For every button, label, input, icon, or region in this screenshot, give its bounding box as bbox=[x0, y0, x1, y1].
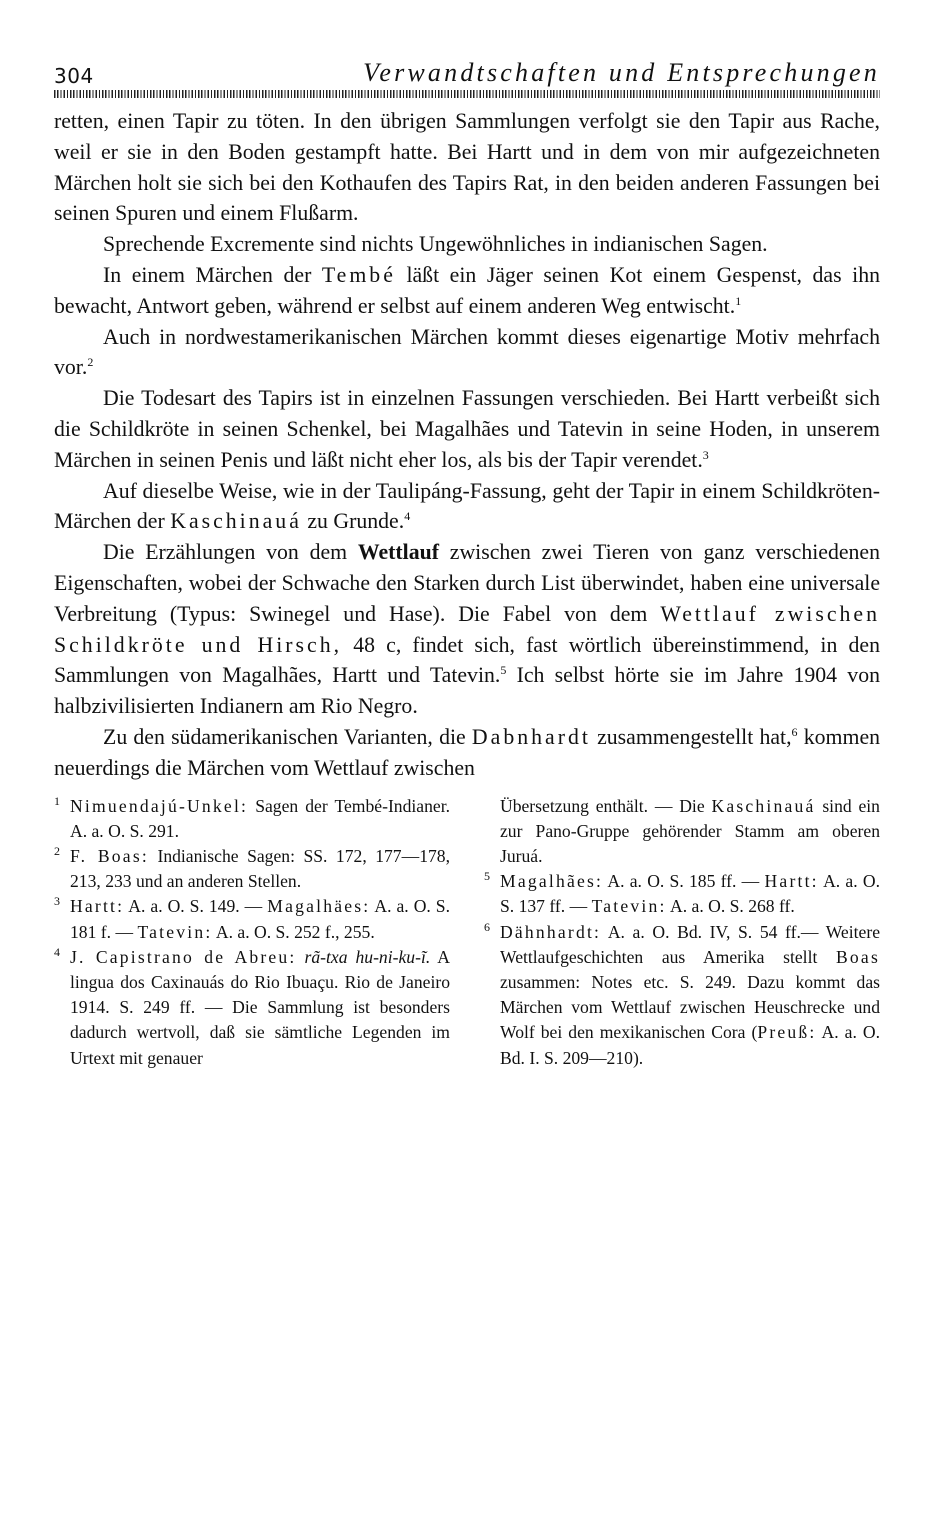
footnote-5-text-1: A. a. O. S. 185 ff. — bbox=[607, 871, 760, 892]
tribe-name-tembe: Tembé bbox=[321, 262, 396, 287]
footnote-3-text-2: A. a. O. S. 181 f. — bbox=[70, 896, 450, 942]
footnote-4-number: 4 bbox=[54, 944, 60, 959]
running-head: Verwandtschaften und Entsprechungen bbox=[363, 58, 880, 87]
footnote-2-number: 2 bbox=[54, 843, 60, 858]
footnote-ref-5: 5 bbox=[500, 663, 507, 678]
paragraph-3 bbox=[54, 260, 880, 322]
footnote-6-text-2: zusammen: Notes etc. S. 249. Dazu kommt das Märchen vom Wettlauf zwischen Heuschrecke und Wolf bei den mexikanischen Cora ( bbox=[500, 971, 880, 1043]
footnote-4-author: J. Capistrano de Abreu: bbox=[70, 946, 297, 967]
footnote-6 bbox=[484, 920, 880, 1071]
paragraph-7-text-b: zwischen zwei Tieren von ganz verschiedenen Eigenschaften, wobei der Schwache den Starken durch List überwindet, haben eine universale Verbreitung (Typus: Swinegel und Hase). Die Fabel von dem bbox=[54, 540, 881, 626]
footnote-4-cont-text-2: sind ein zur Pano-Gruppe gehörender Stamm am oberen Juruá. bbox=[500, 795, 880, 866]
paragraph-8-text-a: Zu den südamerikanischen Varianten, die bbox=[103, 724, 466, 749]
footnote-4-continuation bbox=[484, 794, 880, 870]
tribe-name-kaschinaua: Kaschinauá bbox=[170, 509, 302, 534]
fable-title: Wettlauf zwischen Schildkröte und Hirsch, bbox=[54, 601, 880, 657]
footnote-6-author-1: Dähnhardt: bbox=[500, 921, 602, 942]
paragraph-2 bbox=[54, 229, 880, 260]
footnote-3-number: 3 bbox=[54, 894, 60, 909]
footnote-1-author: Nimuendajú-Unkel: bbox=[70, 795, 249, 816]
page-number: 304 bbox=[54, 64, 94, 88]
footnote-4-cont-text-1: Übersetzung enthält. — Die bbox=[500, 795, 705, 816]
footnote-3-text-3: A. a. O. S. 252 f., 255. bbox=[215, 921, 375, 942]
footnote-1-number: 1 bbox=[54, 793, 60, 808]
footnote-4-title: rã-txa hu-ni-ku-ĩ. bbox=[304, 946, 431, 967]
paragraph-4 bbox=[54, 322, 880, 384]
footnote-2-text: Indianische Sagen: SS. 172, 177—178, 213, 233 und an anderen Stellen. bbox=[70, 845, 450, 892]
footnote-3 bbox=[54, 894, 450, 944]
footnote-3-author-3: Tatevin: bbox=[137, 921, 213, 942]
footnote-6-text-1: A. a. O. Bd. IV, S. 54 ff.— Weitere Wettlaufgeschichten aus Amerika stellt bbox=[500, 921, 880, 967]
footnote-ref-2: 2 bbox=[87, 355, 94, 370]
footnote-6-author-3: Preuß: bbox=[757, 1022, 817, 1043]
footnote-ref-6: 6 bbox=[791, 724, 798, 739]
paragraph-3-text-a: In einem Märchen der bbox=[103, 262, 312, 287]
paragraph-5-text: Die Todesart des Tapirs ist in einzelnen Fassungen verschieden. Bei Hartt verbeißt sich die Schildkröte in seinen Schenkel, bei Magalhães und Tatevin in seine Hoden, in unserem Märchen in seinen Penis und läßt nicht eher los, als bis der Tapir verendet. bbox=[54, 386, 880, 472]
footnote-3-text-1: A. a. O. S. 149. — bbox=[128, 896, 263, 917]
footnote-5-author-2: Hartt: bbox=[764, 871, 819, 892]
footnote-5-text-2: A. a. O. S. 137 ff. — bbox=[500, 871, 880, 917]
paragraph-6-text-a: Auf dieselbe Weise, wie in der Taulipáng-Fassung, geht der Tapir in einem Schildkröten-Märchen der bbox=[54, 478, 880, 534]
paragraph-8-text-b: zusammengestellt hat, bbox=[597, 724, 792, 749]
footnotes-left-column bbox=[54, 794, 450, 1071]
footnote-5-author-3: Tatevin: bbox=[591, 896, 667, 917]
paragraph-1 bbox=[54, 106, 880, 229]
paragraph-6 bbox=[54, 476, 880, 538]
book-page bbox=[54, 56, 880, 1071]
footnote-1-text: Sagen der Tembé-Indianer. A. a. O. S. 291. bbox=[70, 795, 450, 841]
footnote-3-author-2: Magalhäes: bbox=[267, 896, 371, 917]
paragraph-4-text: Auch in nordwestamerikanischen Märchen kommt dieses eigenartige Motiv mehrfach vor. bbox=[54, 324, 880, 380]
paragraph-3-text-b: läßt ein Jäger seinen Kot einem Gespenst, das ihn bewacht, Antwort geben, während er selbst auf einem anderen Weg entwischt. bbox=[54, 262, 880, 318]
footnote-5-text-3: A. a. O. S. 268 ff. bbox=[670, 896, 795, 917]
footnote-ref-3: 3 bbox=[702, 447, 709, 462]
footnote-ref-4: 4 bbox=[404, 509, 411, 524]
paragraph-5 bbox=[54, 383, 880, 475]
paragraph-7-text-a: Die Erzählungen von dem bbox=[103, 540, 348, 565]
footnote-6-author-2: Boas bbox=[836, 946, 880, 967]
paragraph-8-text-c: kommen neuerdings die Märchen vom Wettlauf zwischen bbox=[54, 724, 881, 780]
term-wettlauf: Wettlauf bbox=[357, 540, 439, 565]
body-text bbox=[54, 106, 880, 784]
paragraph-7 bbox=[54, 537, 880, 722]
footnote-ref-1: 1 bbox=[735, 293, 742, 308]
footnote-1 bbox=[54, 794, 450, 844]
page-header bbox=[54, 56, 880, 90]
footnote-2-author: F. Boas: bbox=[70, 845, 149, 866]
footnote-6-number: 6 bbox=[484, 919, 490, 934]
header-rule bbox=[54, 90, 880, 98]
paragraph-2-text: Sprechende Excremente sind nichts Ungewöhnliches in indianischen Sagen. bbox=[103, 232, 768, 257]
paragraph-8 bbox=[54, 722, 880, 784]
paragraph-7-text-d: Ich selbst hörte sie im Jahre 1904 von halbzivilisierten Indianern am Rio Negro. bbox=[54, 663, 880, 719]
footnote-4-cont-name: Kaschinauá bbox=[711, 795, 816, 816]
footnote-5 bbox=[484, 869, 880, 919]
author-name-dabnhardt: Dabnhardt bbox=[471, 724, 591, 749]
footnotes bbox=[54, 794, 880, 1071]
footnote-5-number: 5 bbox=[484, 869, 490, 884]
paragraph-1-text: retten, einen Tapir zu töten. In den übrigen Sammlungen verfolgt sie den Tapir aus Rache, weil er sie in den Boden gestampft hatte. Bei Hartt und in dem von mir aufgezeichneten Märchen holt sie sich bei den Kothaufen des Tapirs Rat, in den beiden anderen Fassungen bei seinen Spuren und einem Flußarm. bbox=[54, 109, 880, 226]
footnote-3-author-1: Hartt: bbox=[70, 896, 125, 917]
footnotes-right-column bbox=[484, 794, 880, 1071]
footnote-5-author-1: Magalhães: bbox=[500, 871, 604, 892]
paragraph-7-text-c: 48 c, findet sich, fast wörtlich übereinstimmend, in den Sammlungen von Magalhães, Hartt und Tatevin. bbox=[54, 632, 881, 688]
footnote-6-text-3: A. a. O. Bd. I. S. 209—210). bbox=[500, 1022, 881, 1068]
footnote-4-text: A lingua dos Caxinauás do Rio Ibuaçu. Rio de Janeiro 1914. S. 249 ff. — Die Sammlung ist besonders dadurch wertvoll, daß sie sämtliche Legenden im Urtext mit genauer bbox=[70, 946, 450, 1068]
footnote-2 bbox=[54, 844, 450, 894]
footnote-4 bbox=[54, 945, 450, 1071]
paragraph-6-text-b: zu Grunde. bbox=[307, 509, 405, 534]
